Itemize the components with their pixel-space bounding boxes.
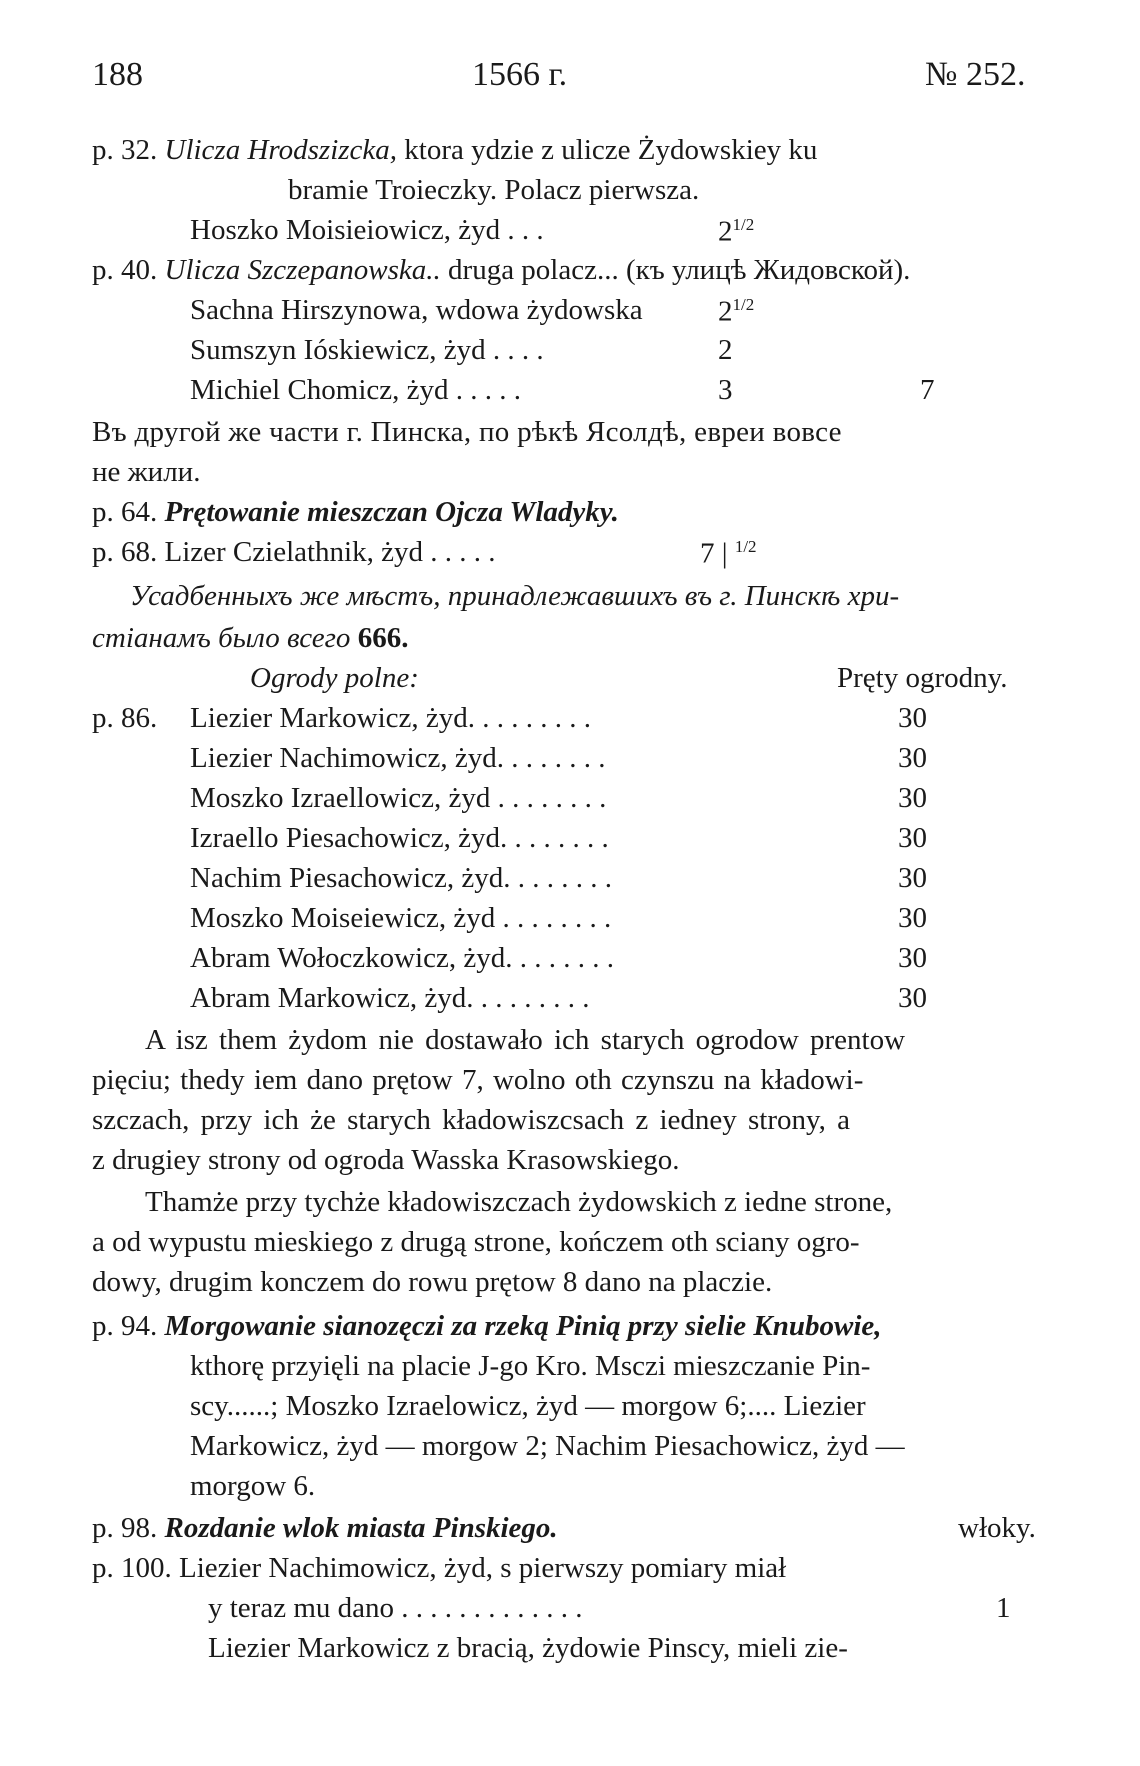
p64-line <box>92 498 619 527</box>
p32-line1 <box>92 136 817 165</box>
paragraph-2-line3: dowy, drugim konczem do rowu prętow 8 dano na placzie. <box>92 1266 773 1298</box>
p40-text1: druga polacz... (къ улицѣ Жидовской). <box>448 254 911 286</box>
p94-line5: morgow 6. <box>190 1470 316 1502</box>
header-year: 1566 г. <box>472 56 568 93</box>
p40-row1-frac: 1/2 <box>732 295 755 314</box>
p100-text1: Liezier Nachimowicz, żyd, s pierwszy pomiary miał <box>179 1552 787 1584</box>
p98-ref: p. 98. <box>92 1512 158 1544</box>
p68-ref: p. 68. <box>92 536 158 568</box>
list-item-value: 30 <box>898 902 927 934</box>
p68-line <box>92 538 495 567</box>
p94-line4: Markowicz, żyd — morgow 2; Nachim Piesachowicz, żyd — <box>190 1430 905 1462</box>
commentary-2-total: 666. <box>357 622 409 654</box>
commentary-2-text: стіанамъ было всего <box>92 622 351 654</box>
p40-row1-value <box>718 296 754 327</box>
list-item-value: 30 <box>898 982 927 1014</box>
p32-title: Ulicza Hrodszizcka, <box>164 134 398 166</box>
paragraph-2-line2: a od wypustu mieskiego z drugą strone, kończem oth sciany ogro- <box>92 1226 860 1258</box>
list-item: Liezier Markowicz, żyd. . . . . . . . . <box>190 702 592 734</box>
list-item-value: 30 <box>898 742 927 774</box>
p64-title: Prętowanie mieszczan Ojcza Wladyky. <box>164 496 619 528</box>
gardens-heading-left: Ogrody polne: <box>250 662 419 694</box>
p98-right: włoky. <box>958 1512 1036 1544</box>
p32-ref: p. 32. <box>92 134 158 166</box>
p94-title: Morgowanie sianozęczi za rzeką Pinią przy sielie Knubowie, <box>164 1310 882 1342</box>
paragraph-1-line3: szczach, przy ich że starych kładowiszcsach z iedney strony, a <box>92 1104 850 1136</box>
p40-row2-name: Sumszyn Ióskiewicz, żyd . . . . <box>190 334 544 366</box>
p40-line1 <box>92 256 910 285</box>
p100-line3: Liezier Markowicz z bracią, żydowie Pinscy, mieli zie- <box>208 1632 848 1664</box>
gardens-heading-right: Pręty ogrodny. <box>837 662 1008 694</box>
list-item: Liezier Nachimowicz, żyd. . . . . . . . <box>190 742 606 774</box>
page-number: 188 <box>92 56 143 93</box>
list-item-value: 30 <box>898 942 927 974</box>
p40-row3-value: 3 <box>718 374 733 406</box>
list-item: Moszko Moiseiewicz, żyd . . . . . . . . <box>190 902 612 934</box>
p40-row1-name: Sachna Hirszynowa, wdowa żydowska <box>190 294 643 326</box>
p32-frac: 1/2 <box>732 215 755 234</box>
p100-line1 <box>92 1554 786 1583</box>
commentary-1-line2: не жили. <box>92 456 201 488</box>
p32-val: 2 <box>718 215 733 248</box>
p68-val: 7 | <box>700 537 735 570</box>
list-item: Nachim Piesachowicz, żyd. . . . . . . . <box>190 862 613 894</box>
document-number: № 252. <box>925 56 1026 93</box>
p94-line1 <box>92 1312 882 1341</box>
p94-ref: p. 94. <box>92 1310 158 1342</box>
p32-value <box>718 216 754 247</box>
p40-ref: p. 40. <box>92 254 158 286</box>
list-item: Izraello Piesachowicz, żyd. . . . . . . . <box>190 822 609 854</box>
p68-frac: 1/2 <box>734 537 757 556</box>
commentary-2-line1: Усадбенныхъ же мѣстъ, принадлежавшихъ въ г. Пинскѣ хри- <box>130 580 900 612</box>
list-item: Moszko Izraellowicz, żyd . . . . . . . . <box>190 782 607 814</box>
p100-line2: y teraz mu dano . . . . . . . . . . . . . <box>208 1592 583 1624</box>
paragraph-1-line2: pięciu; thedy iem dano prętow 7, wolno oth czynszu na kładowi- <box>92 1064 864 1096</box>
p40-title: Ulicza Szczepanowska.. <box>164 254 441 286</box>
p100-ref: p. 100. <box>92 1552 172 1584</box>
p94-line2: kthorę przyięli na placie J-go Kro. Msczi mieszczanie Pin- <box>190 1350 871 1382</box>
gardens-ref: p. 86. <box>92 702 158 734</box>
p40-row2-value: 2 <box>718 334 733 366</box>
list-item-value: 30 <box>898 822 927 854</box>
p32-text1: ktora ydzie z ulicze Żydowskiey ku <box>404 134 818 166</box>
p40-row3-name: Michiel Chomicz, żyd . . . . . <box>190 374 522 406</box>
list-item: Abram Markowicz, żyd. . . . . . . . . <box>190 982 590 1014</box>
p40-row1-val: 2 <box>718 295 733 328</box>
list-item-value: 30 <box>898 702 927 734</box>
p32-name: Hoszko Moisieiowicz, żyd . . . <box>190 214 544 246</box>
list-item-value: 30 <box>898 862 927 894</box>
p40-row3-total: 7 <box>920 374 935 406</box>
p32-text2: bramie Troieczky. Polacz pierwsza. <box>288 174 700 206</box>
p68-name: Lizer Czielathnik, żyd . . . . . <box>164 536 496 568</box>
paragraph-2-line1: Thamże przy tychże kładowiszczach żydowskich z iedne strone, <box>145 1186 893 1218</box>
paragraph-1-line1: A isz them żydom nie dostawało ich starych ogrodow prentow <box>145 1024 906 1056</box>
commentary-1-line1: Въ другой же части г. Пинска, по рѣкѣ Ясолдѣ, евреи вовсе <box>92 416 842 448</box>
p98-title: Rozdanie wlok miasta Pinskiego. <box>164 1512 558 1544</box>
p68-value <box>700 538 757 569</box>
list-item-value: 30 <box>898 782 927 814</box>
paragraph-1-line4: z drugiey strony od ogroda Wasska Krasowskiego. <box>92 1144 680 1176</box>
p98-line <box>92 1514 558 1543</box>
p64-ref: p. 64. <box>92 496 158 528</box>
p94-line3: scy......; Moszko Izraelowicz, żyd — morgow 6;.... Liezier <box>190 1390 866 1422</box>
list-item: Abram Wołoczkowicz, żyd. . . . . . . . <box>190 942 614 974</box>
p100-value: 1 <box>996 1592 1011 1624</box>
commentary-2-line2 <box>92 624 408 653</box>
